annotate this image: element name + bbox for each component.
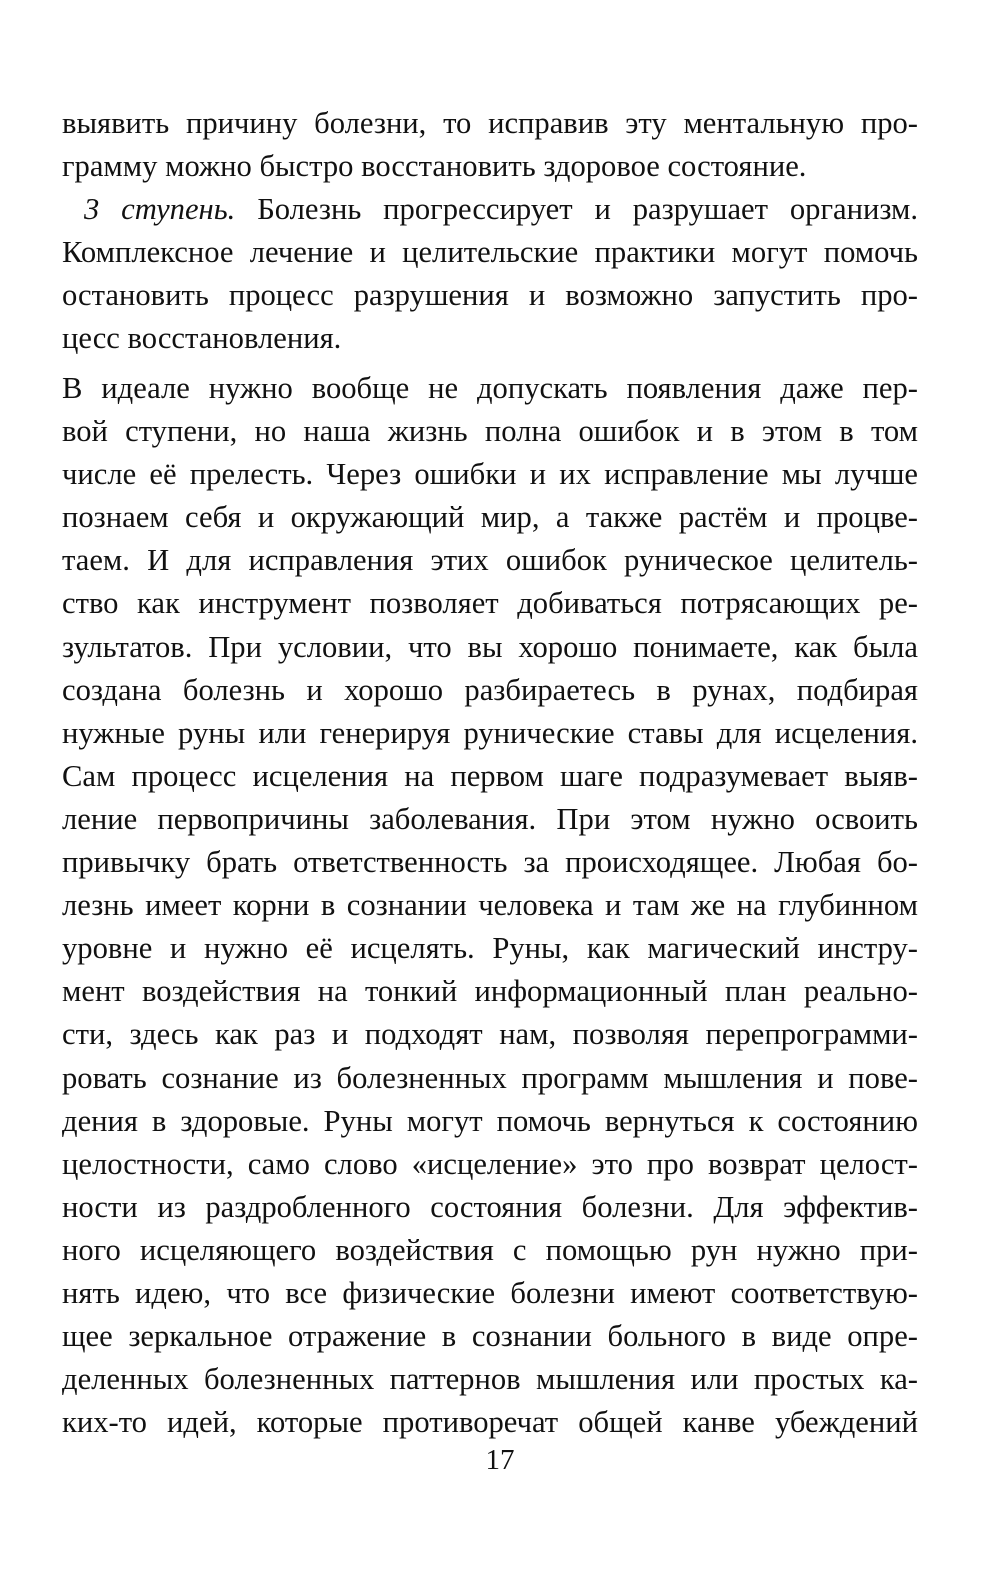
text-line: остановить процесс разрушения и возможно запустить про- <box>62 278 918 313</box>
text-line: ного исцеляющего воздействия с помощью рун нужно при- <box>62 1232 918 1267</box>
paragraph-stage-3 <box>62 188 918 360</box>
text-line: зультатов. При условии, что вы хорошо понимаете, как была <box>62 629 918 664</box>
text-line: выявить причину болезни, то исправив эту ментальную про- <box>62 106 918 140</box>
paragraph-main <box>62 367 918 1444</box>
stage-label: 3 ступень. <box>84 192 236 226</box>
text-line: лезнь имеет корни в сознании человека и там же на глубинном <box>62 888 918 923</box>
text-line: деленных болезненных паттернов мышления или простых ка- <box>62 1362 918 1397</box>
paragraph-continuation <box>62 102 918 188</box>
text-line: таем. И для исправления этих ошибок руническое целитель- <box>62 543 918 578</box>
text-line: уровне и нужно её исцелять. Руны, как магический инстру- <box>62 931 918 966</box>
text-line: создана болезнь и хорошо разбираетесь в рунах, подбирая <box>62 672 918 707</box>
text-line: сти, здесь как раз и подходят нам, позволяя перепрограмми- <box>62 1017 918 1052</box>
text-line: щее зеркальное отражение в сознании больного в виде опре- <box>62 1319 918 1354</box>
text-line: нужные руны или генерируя рунические ставы для исцеления. <box>62 715 918 750</box>
page-number: 17 <box>485 1444 515 1476</box>
text-line: грамму можно быстро восстановить здоровое состояние. <box>62 149 807 184</box>
text-line: Сам процесс исцеления на первом шаге подразумевает выяв- <box>62 758 918 793</box>
text-line: В идеале нужно вообще не допускать появления даже пер- <box>62 371 918 405</box>
text-line: числе её прелесть. Через ошибки и их исправление мы лучше <box>62 457 918 492</box>
text-line: цесс восстановления. <box>62 321 342 356</box>
text-line: нять идею, что все физические болезни имеют соответствую- <box>62 1275 918 1310</box>
text-line: вой ступени, но наша жизнь полна ошибок и в этом в том <box>62 414 918 449</box>
text-line: привычку брать ответственность за происходящее. Любая бо- <box>62 845 918 880</box>
text-line <box>62 188 918 231</box>
text-line: дения в здоровые. Руны могут помочь вернуться к состоянию <box>62 1103 918 1138</box>
text-line: ких-то идей, которые противоречат общей канве убеждений <box>62 1405 918 1440</box>
text-line: познаем себя и окружающий мир, а также растём и процве- <box>62 500 918 535</box>
text-line: Комплексное лечение и целительские практики могут помочь <box>62 235 918 270</box>
text-line: ство как инструмент позволяет добиваться потрясающих ре- <box>62 586 918 621</box>
text-line: ление первопричины заболевания. При этом нужно освоить <box>62 801 918 836</box>
text-line: ности из раздробленного состояния болезни. Для эффектив- <box>62 1189 918 1224</box>
text-line: целостности, само слово «исцеление» это про возврат целост- <box>62 1146 918 1181</box>
text-fragment: Болезнь прогрессирует и разрушает организм. <box>235 192 918 226</box>
text-line: ровать сознание из болезненных программ мышления и пове- <box>62 1060 918 1095</box>
text-line: мент воздействия на тонкий информационный план реально- <box>62 974 918 1009</box>
